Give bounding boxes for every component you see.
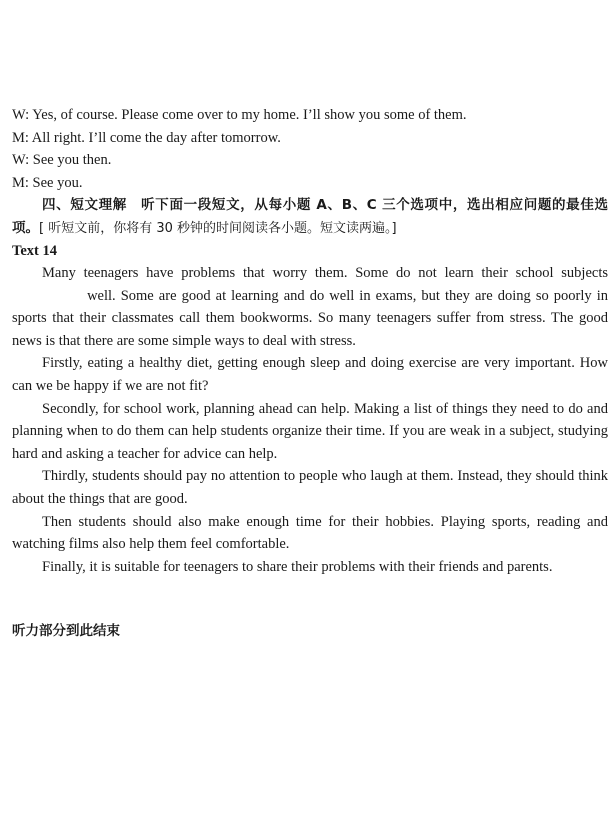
- paragraph-1-start: Many teenagers have problems that worry them. Some do not learn their school subjects: [42, 265, 608, 281]
- section-note: [ 听短文前，你将有 30 秒钟的时间阅读各小题。短文读两遍。]: [39, 220, 397, 236]
- paragraph-3: Secondly, for school work, planning ahead can help. Making a list of things they need to do and planning when to do them can help students organize their time. If you are weak in a subject, studying hard and asking a teacher for advice can help.: [12, 400, 608, 462]
- listening-end-text: 听力部分到此结束: [12, 623, 120, 639]
- paragraph-4: Thirdly, students should pay no attention to people who laugh at them. Instead, they should think about the things that are good.: [12, 468, 608, 507]
- paragraph-1: [12, 262, 608, 352]
- content-body: [12, 104, 608, 578]
- paragraph-1-end: well. Some are good at learning and do well in exams, but they are doing so poorly in sports that their classmates call them bookworms. So many teenagers suffer from stress. The good news is that there are some simple ways to deal with stress.: [12, 287, 608, 349]
- dialogue-line: M: See you.: [12, 174, 83, 191]
- dialogue-line: W: Yes, of course. Please come over to my home. I’ll show you some of them.: [12, 107, 467, 123]
- dialogue-line: M: All right. I’ll come the day after tomorrow.: [12, 129, 281, 146]
- paragraph-6: Finally, it is suitable for teenagers to share their problems with their friends and parents.: [42, 558, 553, 575]
- section-heading: [12, 194, 608, 240]
- dialogue-line: W: See you then.: [12, 152, 112, 168]
- text-title: Text 14: [12, 243, 57, 259]
- paragraph-2: Firstly, eating a healthy diet, getting enough sleep and doing exercise are very important. How can we be happy if we are not fit?: [12, 355, 608, 394]
- section-instruction: 四、短文理解 听下面一段短文，从每小题 A、B、C 三个选项中，选出相应问题的最佳选项。: [12, 197, 608, 236]
- paragraph-5: Then students should also make enough time for their hobbies. Playing sports, reading and watching films also help them feel comfortable.: [12, 513, 608, 553]
